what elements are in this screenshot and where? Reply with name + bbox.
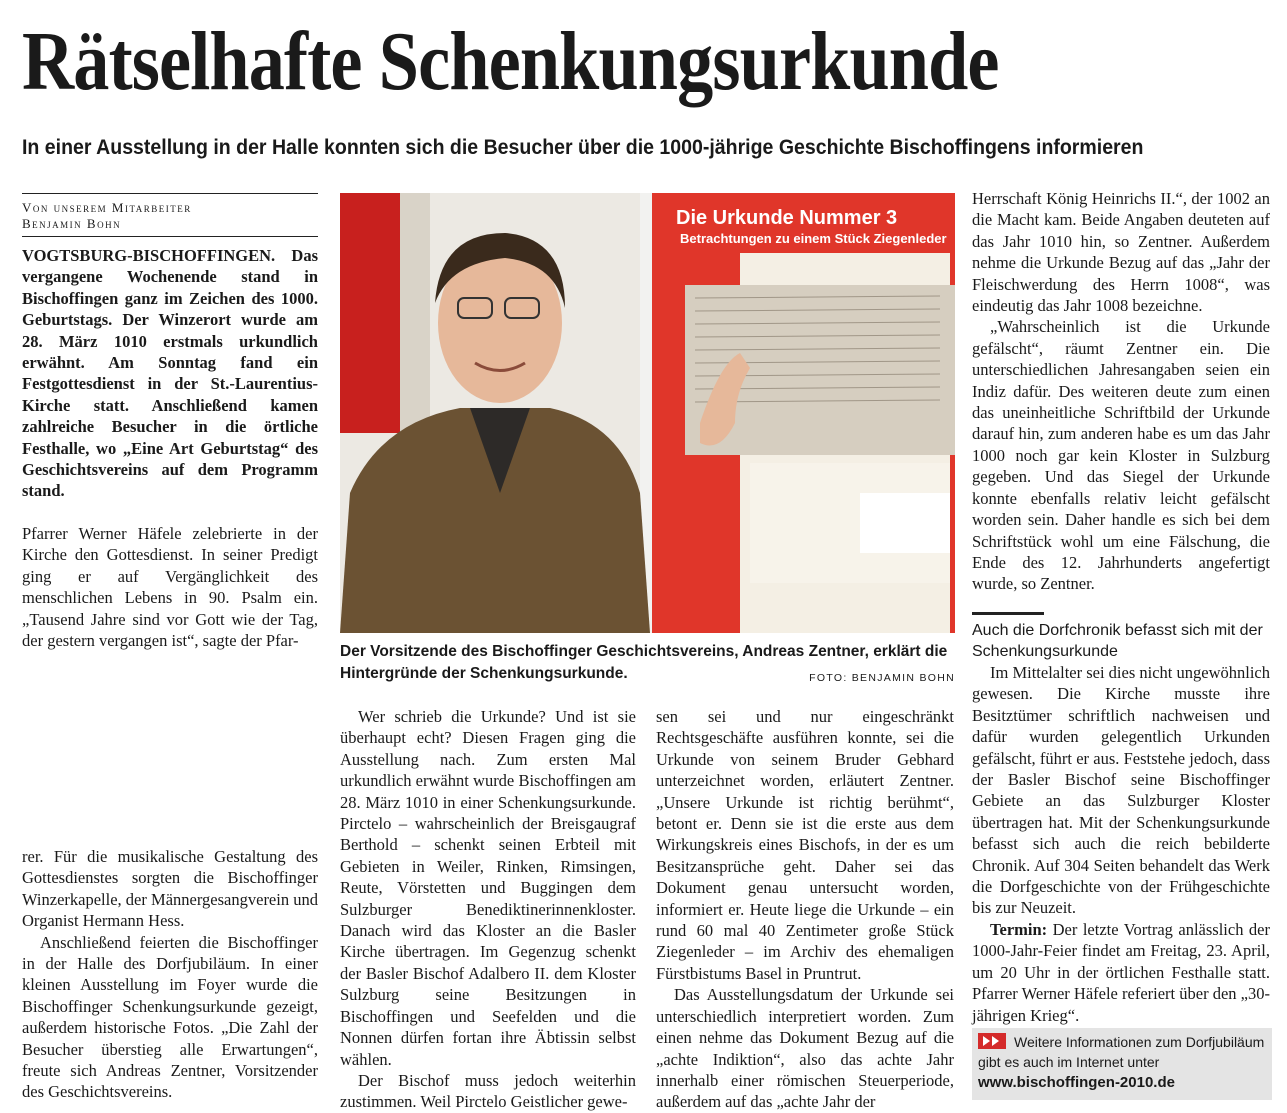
paragraph: Der Bischof muss jedoch weiterhin zustimmen. Weil Pirctelo Geistlicher gewe- bbox=[340, 1070, 636, 1112]
paragraph: „Wahrscheinlich ist die Urkunde gefälscht“, räumt Zentner ein. Die unterschiedlichen Jahresangaben seien ein Indiz dafür. Des weiteren deute zum einen das uneinheitliche Schriftbild der Urkunde darauf hin, zum anderen habe es um das Jahr 1000 noch gar kein Kloster in Sulzburg gegeben. Und das Siegel der Urkunde konnte ebenfalls relativ leicht gefälscht worden sein. Daher handle es sich bei dem Schriftstück wohl um eine Fälschung, die Ende des 12. Jahrhunderts angefertigt wurde, so Zentner. bbox=[972, 317, 1270, 594]
poster-title: Die Urkunde Nummer 3 bbox=[676, 207, 898, 229]
section-subheading: Auch die Dorfchronik befasst sich mit der Schenkungsurkunde bbox=[972, 622, 1263, 660]
paragraph: Das Ausstellungsdatum der Urkunde sei unterschiedlich interpretiert worden. Zum einen nehme das Dokument Bezug auf die „achte Indiktion“, also das achte Jahr innerhalb einer römischen Steuerperiode, außerdem auf das „achte Jahr der bbox=[656, 985, 954, 1112]
column-1 bbox=[22, 245, 318, 651]
byline-author: Benjamin Bohn bbox=[22, 216, 122, 231]
paragraph: sen sei und nur eingeschränkt Rechtsgeschäfte ausführen konnte, sei die Urkunde von seinem Bruder Gebhard unterzeichnet worden, erläutert Zentner. „Unsere Urkunde ist richtig berühmt“, betont er. Denn sie ist die erste aus dem Wirkungskreis eines Bischofs, in der es um Besitzansprüche geht. Daher sei das Dokument genau untersucht worden, informiert er. Heute liege die Urkunde – ein rund 60 mal 40 Zentimeter große Stück Ziegenleder – im Archiv des ehemaligen Fürstbistums Basel in Pruntrut. bbox=[656, 707, 954, 983]
termin-label: Termin: bbox=[990, 919, 1048, 939]
double-arrow-icon bbox=[978, 1033, 1006, 1049]
paragraph: Wer schrieb die Urkunde? Und ist sie überhaupt echt? Diesen Fragen ging die Ausstellung nach. Zum ersten Mal urkundlich erwähnt wurde Bischoffingen am 28. März 1010 in einer Schenkungsurkunde. Pirctelo – wahrscheinlich der Breisgaugraf Berthold – schenkt seinen Erbteil mit Gebieten in Weiler, Rinken, Rimsingen, Reute, Vörstetten und Buggingen dem Sulzburger Benediktinerinnenkloster. Danach wird das Kloster an die Basler Kirche übertragen. Im Gegenzug schenkt der Basler Bischof Adalbero II. dem Kloster Sulzburg seine Besitzungen in Bischoffingen und Seefelden und die Nonnen dürfen fortan ihre Äbtissin selbst wählen. bbox=[340, 707, 636, 1069]
paragraph: Pfarrer Werner Häfele zelebrierte in der Kirche den Gottesdienst. In seiner Predigt ging er auf Vergänglichkeit des menschlichen Lebens in 90. Psalm ein. „Tausend Jahre sind vor Gott wie der Tag, der gestern vergangen ist“, sagte der Pfar- bbox=[22, 523, 318, 650]
info-box bbox=[972, 1028, 1272, 1100]
column-4-continued bbox=[972, 662, 1270, 1026]
poster-subtitle: Betrachtungen zu einem Stück Ziegenleder bbox=[680, 231, 947, 246]
column-1-continued bbox=[22, 846, 318, 1103]
paragraph: Herrschaft König Heinrichs II.“, der 1002 an die Macht kam. Beide Angaben deuteten auf das Jahr 1010 hin, so Zentner. Außerdem nehme die Urkunde Bezug auf das „Jahr der Fleischwerdung des Herrn 1008“, was eindeutig das Jahr 1008 bezeichne. bbox=[972, 189, 1270, 316]
caption-text: Der Vorsitzende des Bischoffinger Geschichtsvereins, Andreas Zentner, erklärt die Hintergründe der Schenkungsurkunde. bbox=[340, 643, 948, 682]
photo-illustration bbox=[340, 193, 955, 633]
termin-text: Der letzte Vortrag anlässlich der 1000-Jahr-Feier findet am Freitag, 23. April, um 20 Uhr in der örtlichen Festhalle statt. Pfarrer Werner Häfele referiert über den „30-jährigen Krieg“. bbox=[972, 919, 1271, 1025]
byline-line1: Von unserem Mitarbeiter bbox=[22, 200, 192, 215]
paragraph: Anschließend feierten die Bischoffinger in der Halle des Dorfjubiläum. In einer kleinen Ausstellung im Foyer wurde die Bischoffinger Schenkungsurkunde gezeigt, außerdem historische Fotos. „Die Zahl der Besucher überstieg alle Erwartungen“, freute sich Andreas Zentner, Vorsitzender des Geschichtsvereins. bbox=[22, 932, 318, 1102]
column-3 bbox=[656, 706, 954, 1113]
section-rule bbox=[972, 612, 1044, 615]
byline bbox=[22, 200, 192, 232]
photo-caption bbox=[340, 641, 955, 689]
article-photo bbox=[340, 193, 955, 633]
website-link[interactable]: www.bischoffingen-2010.de bbox=[978, 1074, 1175, 1091]
info-text: Weitere Informationen zum Dorfjubiläum gibt es auch im Internet unter bbox=[978, 1034, 1265, 1070]
byline-rule-bottom bbox=[22, 236, 318, 237]
paragraph: Im Mittelalter sei dies nicht ungewöhnlich gewesen. Die Kirche musste ihre Besitztümer schriftlich nachweisen und dafür wurden gelegentlich Urkunden gefälscht, führt er aus. Feststehe jedoch, dass der Basler Bischof seine Bischoffinger Gebiete an das Sulzburger Kloster übertragen hat. Mit der Schenkungsurkunde befasst sich auch die reich bebilderte Chronik. Auf 304 Seiten behandelt das Werk die Dorfgeschichte von der Frühgeschichte bis zur Neuzeit. bbox=[972, 663, 1270, 918]
paragraph: rer. Für die musikalische Gestaltung des Gottesdienstes sorgten die Bischoffinger Winzerkapelle, der Männergesangverein und Organist Hermann Hess. bbox=[22, 847, 318, 931]
lead-paragraph: VOGTSBURG-BISCHOFFINGEN. Das vergangene Wochenende stand in Bischoffingen ganz im Zeichen des 1000. Geburtstags. Der Winzerort wurde am 28. März 1010 erstmals urkundlich erwähnt. Am Sonntag fand ein Festgottesdienst in der St.-Laurentius-Kirche statt. Anschließend kamen zahlreiche Besucher in die örtliche Festhalle, wo „Eine Art Geburtstag“ des Geschichtsvereins auf dem Programm stand. bbox=[22, 246, 318, 501]
photo-credit: FOTO: BENJAMIN BOHN bbox=[809, 672, 955, 684]
subheadline: In einer Ausstellung in der Halle konnten sich die Besucher über die 1000-jährige Geschichte Bischoffingens informieren bbox=[22, 136, 1144, 159]
column-2 bbox=[340, 706, 636, 1113]
column-4 bbox=[972, 188, 1270, 595]
byline-rule-top bbox=[22, 193, 318, 194]
headline: Rätselhafte Schenkungsurkunde bbox=[22, 15, 999, 108]
